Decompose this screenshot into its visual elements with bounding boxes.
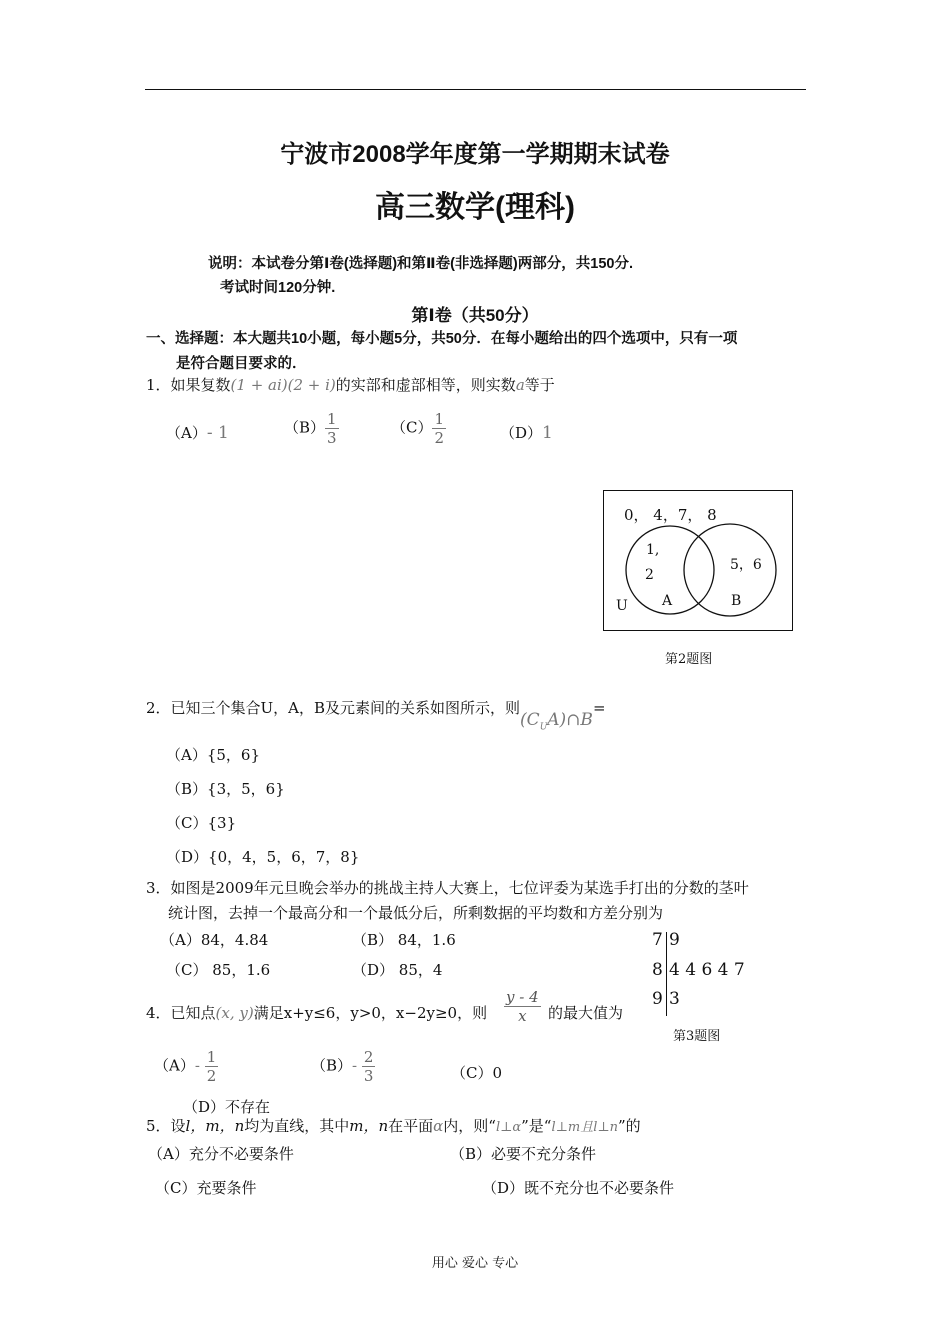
- q5-mid-4: ”是“: [521, 1117, 552, 1135]
- q5-variables: l，m，n: [185, 1117, 245, 1135]
- q3-option-b: （B） 84，1.6: [352, 931, 456, 949]
- q4-a-numerator: 1: [206, 1048, 217, 1066]
- q2-expr-part2: A)∩B: [547, 710, 593, 730]
- q4-prefix: 4．已知点: [146, 1004, 216, 1022]
- q5-mid-3: 内，则“: [443, 1117, 496, 1135]
- venn-label-a: A: [662, 593, 673, 609]
- question-1: [146, 374, 555, 395]
- q5-plane-alpha: α: [433, 1117, 444, 1135]
- q4-b-label: （B）: [311, 1056, 353, 1075]
- q1-option-c: [391, 410, 446, 447]
- q1-b-label: （B）: [284, 418, 326, 437]
- stem: 7: [652, 930, 663, 950]
- q3-line1: 3．如图是2009年元旦晚会举办的挑战主持人大赛上，七位评委为某选手打出的分数的茎叶: [146, 879, 749, 897]
- venn-b-only: 5，6: [730, 557, 762, 573]
- q1-b-numerator: 1: [327, 410, 337, 428]
- q5-condition-1: l⊥α: [495, 1120, 522, 1135]
- q4-option-c: （C）0: [451, 1064, 503, 1082]
- venn-diagram: [603, 490, 793, 631]
- q5-option-d: （D）既不充分也不必要条件: [482, 1179, 675, 1197]
- q5-suffix: ”的: [617, 1117, 641, 1135]
- q4-condition: 满足x+y≤6，y>0，x−2y≥0，则: [253, 1004, 488, 1022]
- leaves: 3: [669, 989, 680, 1009]
- venn-label-u: U: [616, 598, 628, 614]
- stem-row: [652, 960, 745, 980]
- exam-title: 宁波市2008学年度第一学期期末试卷: [280, 141, 670, 168]
- q4-option-d: （D）不存在: [183, 1098, 271, 1116]
- q5-condition-2: l⊥m且l⊥n: [551, 1120, 618, 1135]
- q1-b-denominator: 3: [327, 429, 337, 447]
- q3-line2: 统计图，去掉一个最高分和一个最低分后，所剩数据的平均数和方差分别为: [168, 904, 664, 922]
- instructions-line2: 考试时间120分钟.: [220, 280, 336, 296]
- q4-option-b: [311, 1048, 375, 1085]
- q1-option-d: [500, 422, 553, 443]
- q4-suffix: 的最大值为: [548, 1004, 624, 1022]
- q1-d-value: 1: [542, 423, 553, 443]
- q4-b-denominator: 3: [363, 1067, 374, 1085]
- q1-a-value: - 1: [206, 423, 229, 443]
- exam-subtitle: 高三数学(理科): [375, 191, 575, 224]
- q5-option-b: （B）必要不充分条件: [450, 1145, 597, 1163]
- q1-text: 的实部和虚部相等，则实数: [335, 376, 516, 394]
- q2-option-a: （A）{5，6}: [166, 746, 261, 764]
- q4-a-sign: -: [194, 1056, 200, 1075]
- question-2: [146, 697, 606, 733]
- stem: 8: [652, 960, 663, 980]
- q1-c-numerator: 1: [434, 410, 445, 428]
- venn-caption: 第2题图: [665, 652, 713, 667]
- stem-row: [652, 930, 680, 950]
- q4-a-denominator: 2: [206, 1067, 217, 1085]
- page-footer: 用心 爱心 专心: [431, 1256, 519, 1271]
- q3-option-a: （A）84，4.84: [160, 931, 269, 949]
- q1-c-label: （C）: [391, 418, 433, 437]
- section-instructions-1: 一、选择题：本大题共10小题，每小题5分，共50分．在每小题给出的四个选项中，只有一项: [146, 331, 738, 347]
- q5-option-c: （C）充要条件: [155, 1179, 257, 1197]
- q3-option-d: （D） 85，4: [352, 961, 443, 979]
- stem-row: [652, 989, 680, 1009]
- q1-expression: (1 + ai)(2 + i): [230, 376, 336, 394]
- part1-heading: 第Ⅰ卷（共50分）: [411, 306, 539, 325]
- q4-b-sign: -: [352, 1056, 358, 1075]
- q2-expr-part1: (C: [520, 710, 540, 730]
- q3-option-c: （C） 85，1.6: [166, 961, 271, 979]
- q1-a-label: （A）: [166, 424, 207, 442]
- leaves: 4 4 6 4 7: [669, 960, 745, 980]
- q2-equals: =: [592, 699, 606, 717]
- q5-option-a: （A）充分不必要条件: [148, 1145, 294, 1163]
- instructions-line1: 说明：本试卷分第Ⅰ卷(选择题)和第Ⅱ卷(非选择题)两部分，共150分.: [208, 256, 633, 272]
- q2-option-d: （D）{0，4，5，6，7，8}: [166, 848, 360, 866]
- q1-option-b: [284, 410, 339, 447]
- q4-fraction: [504, 988, 541, 1025]
- venn-a-only-2: 2: [645, 567, 654, 583]
- q5-mid-2: 在平面: [388, 1117, 434, 1135]
- top-rule: [145, 89, 806, 90]
- q4-frac-numerator: y - 4: [506, 988, 539, 1006]
- q2-expression: [520, 710, 593, 733]
- q1-option-a: [166, 422, 229, 443]
- stem: 9: [652, 989, 663, 1009]
- q4-b-numerator: 2: [363, 1048, 374, 1066]
- q2-expr-subscript: U: [539, 722, 548, 733]
- question-4: [146, 1002, 487, 1023]
- section-instructions-2: 是符合题目要求的．: [176, 356, 307, 372]
- q1-suffix: 等于: [524, 376, 555, 394]
- q5-mid: 均为直线，其中: [244, 1117, 350, 1135]
- q4-a-label: （A）: [154, 1056, 195, 1075]
- q4-option-a: [154, 1048, 218, 1085]
- stem-leaf-caption: 第3题图: [673, 1029, 721, 1044]
- q1-variable: a: [515, 376, 525, 394]
- q4-point: (x, y): [215, 1004, 254, 1022]
- q2-option-c: （C）{3}: [166, 814, 237, 832]
- q1-c-denominator: 2: [434, 429, 445, 447]
- venn-label-b: B: [731, 593, 742, 609]
- q1-prefix: 1．如果复数: [146, 376, 231, 394]
- leaves: 9: [669, 930, 680, 950]
- q5-variables-2: m，n: [349, 1117, 389, 1135]
- q2-text: 2．已知三个集合U，A，B及元素间的关系如图所示，则: [146, 699, 521, 717]
- venn-a-only-1: 1,: [646, 542, 660, 558]
- q4-frac-denominator: x: [504, 1006, 541, 1025]
- stem-divider: [666, 932, 667, 1016]
- question-5: [146, 1115, 641, 1136]
- q2-option-b: （B）{3，5，6}: [166, 780, 285, 798]
- q5-prefix: 5．设: [146, 1117, 186, 1135]
- venn-outside-elements: 0， 4，7， 8: [624, 506, 717, 524]
- q1-d-label: （D）: [500, 424, 543, 442]
